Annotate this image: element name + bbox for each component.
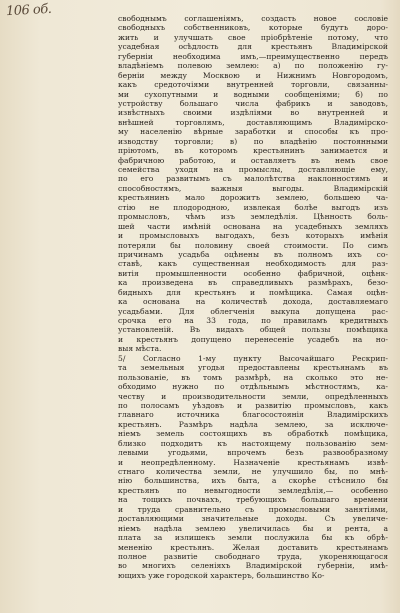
handwritten-folio-note: 106 об. bbox=[5, 1, 52, 20]
text-line: берніи между Москвою и Нижнимъ Новгородомъ, bbox=[118, 70, 388, 80]
text-line: мененію крестьянъ. Желая доставить крестьянамъ bbox=[118, 542, 388, 552]
text-line: промысловъ, чѣмъ изъ земледѣлія. Цѣнность боль- bbox=[118, 212, 388, 222]
text-line: семейства уходя на промыслы, доставляющіе ему, bbox=[118, 165, 388, 174]
text-line: по полосамъ уѣздовъ и развитію промысловъ, какъ bbox=[118, 400, 388, 410]
text-line: свободнымъ соглашеніямъ, создасть новое сословіе bbox=[118, 14, 388, 23]
text-line: полное развитіе свободнаго труда, укореняющагося bbox=[118, 551, 388, 561]
text-line: изводству торговли; в) по владѣнію постоянными bbox=[118, 136, 388, 146]
text-line: ніемъ земель состоящихъ въ обработкѣ помѣщика, bbox=[118, 429, 388, 439]
text-line: ми сухопутными и водными сообщеніями; б) по bbox=[118, 89, 388, 99]
text-line: честву и производительности земли, опредѣленныхъ bbox=[118, 391, 388, 401]
text-line: ставѣ, какъ существенная необходимость для раз- bbox=[118, 259, 388, 269]
text-line: срочка его на 33 года, по правиламъ кредитныхъ bbox=[118, 316, 388, 325]
text-line: и крестьянъ допущено перенесеніе усадебъ на но- bbox=[118, 334, 388, 344]
text-line: 5/ Согласно 1-му пункту Высочайшаго Рескрип- bbox=[118, 353, 388, 363]
text-line: та земельныя угодья предоставлены крестьянамъ въ bbox=[118, 363, 388, 373]
text-line: и промысловыхъ выгодахъ, безъ которыхъ имѣнія bbox=[118, 231, 388, 241]
text-line: какъ средоточіями внутренней торговли, связанны- bbox=[118, 80, 388, 90]
text-line: пользованіе, въ томъ размѣрѣ, на сколько это не- bbox=[118, 372, 388, 382]
text-line: жить и улучшать свое пріобрѣтеніе потому, что bbox=[118, 32, 388, 42]
text-line: близко подходитъ къ настоящему пользованію зем- bbox=[118, 438, 388, 448]
text-line: во многихъ селеніяхъ Владимірской губерніи, имѣ- bbox=[118, 561, 388, 571]
text-line: крестьянъ по невыгодности земледѣлія,— особенно bbox=[118, 485, 388, 495]
text-line: владѣніемъ полевою землею: а) по положенію гу- bbox=[118, 61, 388, 71]
text-line: свободныхъ собственниковъ, которые будутъ доро- bbox=[118, 23, 388, 33]
text-line: пріютомъ, въ которомъ крестьянинъ занимается и bbox=[118, 146, 388, 156]
text-line: фабричною работою, и оставляетъ въ немъ свое bbox=[118, 155, 388, 165]
text-line: ка произведена въ справедливыхъ размѣрахъ, безо- bbox=[118, 278, 388, 288]
text-line: внѣшней торговлямъ, доставляющимъ Владимірско- bbox=[118, 117, 388, 127]
text-line: усадебная осѣдлость для крестьянъ Владимірской bbox=[118, 42, 388, 52]
text-line: ющихъ уже городской характеръ, большинство Ко- bbox=[118, 570, 325, 580]
text-line: плата за излишекъ земли послужила бы къ обрѣ- bbox=[118, 533, 388, 543]
text-line: стію не плодородною, извлекая болѣе выгодъ изъ bbox=[118, 202, 388, 212]
text-line: усадьбами. Для облегченія выкупа допущена рас- bbox=[118, 306, 388, 316]
body-text bbox=[118, 14, 388, 580]
text-line: нію большинства, ихъ быта, а скорѣе стѣснило бы bbox=[118, 476, 388, 486]
text-line: му населенію вѣрные заработки и способы къ про- bbox=[118, 127, 388, 137]
text-line: стнаго количества земли, не улучшило бы, по мнѣ- bbox=[118, 467, 388, 476]
text-line: выя мѣста. bbox=[118, 344, 162, 354]
text-line: извѣстныхъ своими издѣліями во внутренней и bbox=[118, 108, 388, 118]
text-line: установленій. Въ видахъ общей пользы помѣщика bbox=[118, 325, 388, 335]
text-line: обходимо нужно по отдѣльнымъ мѣстностямъ, ка- bbox=[118, 382, 388, 392]
text-line: губерніи необходима имъ,—преимущественно передъ bbox=[118, 51, 388, 61]
text-line: ка основана на количествѣ дохода, доставляемаго bbox=[118, 297, 388, 307]
text-line: потеряли бы половину своей стоимости. По симъ bbox=[118, 240, 388, 250]
text-line: крестьянинъ мало дорожитъ землею, большею ча- bbox=[118, 193, 388, 203]
text-line: шей части имѣній основана на усадебныхъ земляхъ bbox=[118, 221, 388, 231]
text-line: на тощихъ почвахъ, требующихъ большаго времени bbox=[118, 495, 388, 505]
text-line: главнаго источника благосостоянія Владимірскихъ bbox=[118, 410, 388, 420]
text-line: и труда сравнительно съ промысловыми занятіями, bbox=[118, 504, 388, 514]
text-line: по его развитымъ съ малолѣтства наклонностямъ и bbox=[118, 174, 388, 184]
text-line: причинамъ усадьба оцѣнены въ полномъ ихъ со- bbox=[118, 249, 388, 259]
text-line: ніемъ надѣла землею увеличилась бы и рента, а bbox=[118, 523, 388, 533]
text-line: способностямъ, важныя выгоды. Владимірскій bbox=[118, 183, 388, 193]
text-line: витія промышленности особенно фабричной, оцѣнк- bbox=[118, 268, 388, 278]
text-line: бидныхъ для крестьянъ и помѣщика. Самая оцѣн- bbox=[118, 287, 388, 297]
text-line: и неопредѣленному. Назначеніе крестьянамъ извѣ- bbox=[118, 457, 388, 467]
text-line: доставляющими значительные доходы. Съ увеличе- bbox=[118, 514, 388, 524]
text-line: устройству большаго числа фабрикъ и заводовъ, bbox=[118, 98, 388, 108]
text-line: крестьянъ. Размѣръ надѣла землею, за исключе- bbox=[118, 419, 388, 429]
text-line: левыми угодьями, впрочемъ безъ развообразному bbox=[118, 448, 388, 458]
